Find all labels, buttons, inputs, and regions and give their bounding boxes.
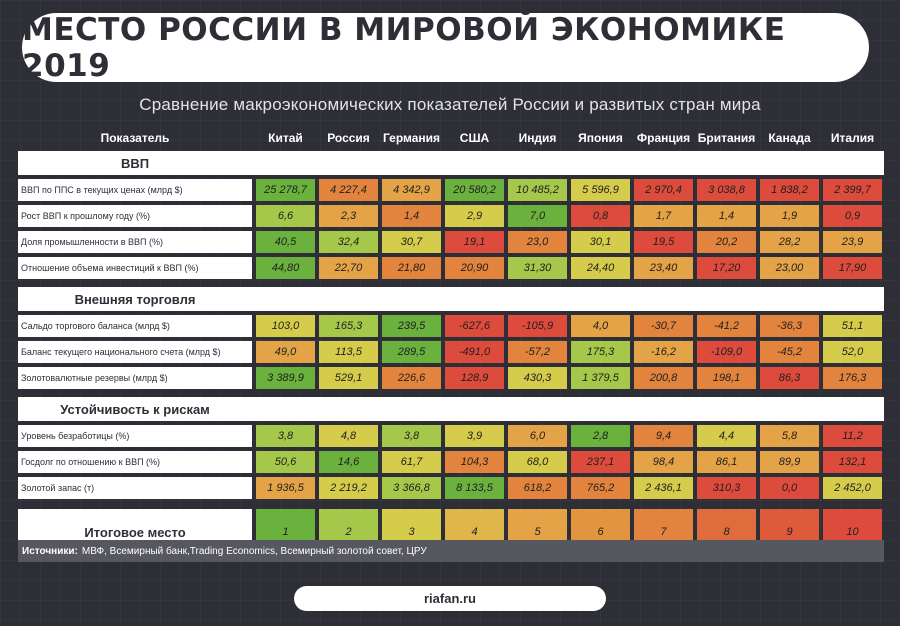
heatmap-cell: 86,1	[697, 451, 756, 473]
heatmap-cell: 430,3	[508, 367, 567, 389]
heatmap-cell: 25 278,7	[256, 179, 315, 201]
column-header: Британия	[697, 131, 756, 145]
heatmap-cell: 30,7	[382, 231, 441, 253]
page-title: МЕСТО РОССИИ В МИРОВОЙ ЭКОНОМИКЕ 2019	[22, 13, 869, 82]
heatmap-cell: 32,4	[319, 231, 378, 253]
rank-cell: 8	[697, 509, 756, 555]
heatmap-cell: 6,0	[508, 425, 567, 447]
column-header: Япония	[578, 131, 623, 145]
heatmap-cell: 21,80	[382, 257, 441, 279]
heatmap-cell: 20,2	[697, 231, 756, 253]
column-header: Россия	[327, 131, 370, 145]
heatmap-cell: 765,2	[571, 477, 630, 499]
heatmap-cell: 5,8	[760, 425, 819, 447]
heatmap-cell: 49,0	[256, 341, 315, 363]
heatmap-cell: 50,6	[256, 451, 315, 473]
heatmap-cell: 86,3	[760, 367, 819, 389]
heatmap-cell: -16,2	[634, 341, 693, 363]
heatmap-cell: 226,6	[382, 367, 441, 389]
table-row	[18, 367, 884, 389]
header-row	[18, 127, 884, 149]
row-label: Баланс текущего национального счета (млрд $)	[18, 341, 252, 363]
section-header	[18, 397, 884, 421]
heatmap-cell: 175,3	[571, 341, 630, 363]
heatmap-cell: 0,9	[823, 205, 882, 227]
heatmap-cell: 1,4	[382, 205, 441, 227]
row-label: Отношение объема инвестиций к ВВП (%)	[18, 257, 252, 279]
heatmap-cell: 4 342,9	[382, 179, 441, 201]
heatmap-cell: 98,4	[634, 451, 693, 473]
heatmap-cell: 9,4	[634, 425, 693, 447]
heatmap-cell: 20 580,2	[445, 179, 504, 201]
heatmap-cell: 10 485,2	[508, 179, 567, 201]
heatmap-cell: 128,9	[445, 367, 504, 389]
heatmap-cell: 200,8	[634, 367, 693, 389]
table-row	[18, 257, 884, 279]
heatmap-cell: 40,5	[256, 231, 315, 253]
rank-cell: 10	[823, 509, 882, 555]
heatmap-cell: 198,1	[697, 367, 756, 389]
row-label: ВВП по ППС в текущих ценах (млрд $)	[18, 179, 252, 201]
heatmap-cell: 5 596,9	[571, 179, 630, 201]
heatmap-cell: 51,1	[823, 315, 882, 337]
heatmap-cell: 3,8	[256, 425, 315, 447]
table-row	[18, 205, 884, 227]
sources-bar	[18, 540, 884, 562]
table-row	[18, 341, 884, 363]
heatmap-cell: 104,3	[445, 451, 504, 473]
heatmap-cell: 23,40	[634, 257, 693, 279]
heatmap-cell: 618,2	[508, 477, 567, 499]
heatmap-cell: 68,0	[508, 451, 567, 473]
heatmap-cell: 31,30	[508, 257, 567, 279]
heatmap-cell: 132,1	[823, 451, 882, 473]
rank-cell: 7	[634, 509, 693, 555]
heatmap-cell: 1 838,2	[760, 179, 819, 201]
heatmap-cell: 2 970,4	[634, 179, 693, 201]
heatmap-cell: 17,90	[823, 257, 882, 279]
heatmap-cell: 3 038,8	[697, 179, 756, 201]
heatmap-cell: 3 389,9	[256, 367, 315, 389]
table-row	[18, 451, 884, 473]
total-label: Итоговое место	[18, 509, 252, 555]
heatmap-cell: 4 227,4	[319, 179, 378, 201]
heatmap-cell: 22,70	[319, 257, 378, 279]
column-header: Канада	[768, 131, 811, 145]
heatmap-cell: -30,7	[634, 315, 693, 337]
heatmap-cell: -41,2	[697, 315, 756, 337]
heatmap-cell: -45,2	[760, 341, 819, 363]
heatmap-cell: 2 436,1	[634, 477, 693, 499]
heatmap-cell: 17,20	[697, 257, 756, 279]
heatmap-cell: 23,0	[508, 231, 567, 253]
heatmap-cell: 19,1	[445, 231, 504, 253]
heatmap-cell: 2,8	[571, 425, 630, 447]
column-header: Германия	[382, 131, 441, 145]
heatmap-cell: 7,0	[508, 205, 567, 227]
row-label: Золотой запас (т)	[18, 477, 252, 499]
heatmap-cell: 3,9	[445, 425, 504, 447]
row-label: Уровень безработицы (%)	[18, 425, 252, 447]
heatmap-cell: 1 379,5	[571, 367, 630, 389]
heatmap-cell: -105,9	[508, 315, 567, 337]
section-header	[18, 151, 884, 175]
table-row	[18, 231, 884, 253]
heatmap-cell: 23,00	[760, 257, 819, 279]
heatmap-cell: 4,8	[319, 425, 378, 447]
row-label: Доля промышленности в ВВП (%)	[18, 231, 252, 253]
heatmap-cell: 3 366,8	[382, 477, 441, 499]
heatmap-cell: 1,7	[634, 205, 693, 227]
heatmap-cell: 6,6	[256, 205, 315, 227]
rank-cell: 1	[256, 509, 315, 555]
heatmap-cell: 310,3	[697, 477, 756, 499]
heatmap-cell: 1,9	[760, 205, 819, 227]
heatmap-cell: 19,5	[634, 231, 693, 253]
heatmap-cell: -627,6	[445, 315, 504, 337]
rank-cell: 4	[445, 509, 504, 555]
heatmap-cell: -36,3	[760, 315, 819, 337]
header-label: Показатель	[100, 131, 170, 145]
heatmap-cell: 176,3	[823, 367, 882, 389]
heatmap-cell: 529,1	[319, 367, 378, 389]
row-label: Госдолг по отношению к ВВП (%)	[18, 451, 252, 473]
heatmap-cell: 0,8	[571, 205, 630, 227]
table-row	[18, 179, 884, 201]
sources-text: МВФ, Всемирный банк,Trading Economics, Всемирный золотой совет, ЦРУ	[81, 545, 427, 557]
heatmap-cell: 113,5	[319, 341, 378, 363]
heatmap-cell: 61,7	[382, 451, 441, 473]
section-title: Устойчивость к рискам	[60, 401, 210, 417]
rank-cell: 6	[571, 509, 630, 555]
heatmap-cell: 2,3	[319, 205, 378, 227]
column-header: Италия	[830, 131, 875, 145]
heatmap-cell: 30,1	[571, 231, 630, 253]
heatmap-cell: 8 133,5	[445, 477, 504, 499]
table-row	[18, 477, 884, 499]
column-header: Франция	[636, 131, 691, 145]
heatmap-cell: -57,2	[508, 341, 567, 363]
row-label: Золотовалютные резервы (млрд $)	[18, 367, 252, 389]
comparison-table	[18, 127, 884, 555]
rank-cell: 3	[382, 509, 441, 555]
row-label: Сальдо торгового баланса (млрд $)	[18, 315, 252, 337]
rank-cell: 2	[319, 509, 378, 555]
heatmap-cell: 2 399,7	[823, 179, 882, 201]
heatmap-cell: 24,40	[571, 257, 630, 279]
heatmap-cell: 2 219,2	[319, 477, 378, 499]
heatmap-cell: 11,2	[823, 425, 882, 447]
table-row	[18, 425, 884, 447]
heatmap-cell: 165,3	[319, 315, 378, 337]
site-link[interactable]: riafan.ru	[294, 586, 606, 611]
heatmap-cell: 0,0	[760, 477, 819, 499]
heatmap-cell: 28,2	[760, 231, 819, 253]
heatmap-cell: 1 936,5	[256, 477, 315, 499]
table-row	[18, 315, 884, 337]
heatmap-cell: 20,90	[445, 257, 504, 279]
heatmap-cell: 2 452,0	[823, 477, 882, 499]
heatmap-cell: 3,8	[382, 425, 441, 447]
section-header	[18, 287, 884, 311]
heatmap-cell: 89,9	[760, 451, 819, 473]
page-subtitle: Сравнение макроэкономических показателей России и развитых стран мира	[139, 95, 761, 114]
heatmap-cell: 4,4	[697, 425, 756, 447]
heatmap-cell: 4,0	[571, 315, 630, 337]
heatmap-cell: 237,1	[571, 451, 630, 473]
column-header: Китай	[268, 131, 303, 145]
rank-cell: 9	[760, 509, 819, 555]
section-title: Внешняя торговля	[74, 291, 196, 307]
row-label: Рост ВВП к прошлому году (%)	[18, 205, 252, 227]
heatmap-cell: 14,6	[319, 451, 378, 473]
heatmap-cell: 103,0	[256, 315, 315, 337]
column-header: Индия	[518, 131, 557, 145]
heatmap-cell: 239,5	[382, 315, 441, 337]
heatmap-cell: -491,0	[445, 341, 504, 363]
heatmap-cell: 23,9	[823, 231, 882, 253]
heatmap-cell: 1,4	[697, 205, 756, 227]
sources-label: Источники:	[22, 545, 78, 557]
heatmap-cell: -109,0	[697, 341, 756, 363]
heatmap-cell: 2,9	[445, 205, 504, 227]
heatmap-cell: 52,0	[823, 341, 882, 363]
rank-cell: 5	[508, 509, 567, 555]
section-title: ВВП	[120, 155, 150, 171]
heatmap-cell: 289,5	[382, 341, 441, 363]
heatmap-cell: 44,80	[256, 257, 315, 279]
column-header: США	[459, 131, 490, 145]
